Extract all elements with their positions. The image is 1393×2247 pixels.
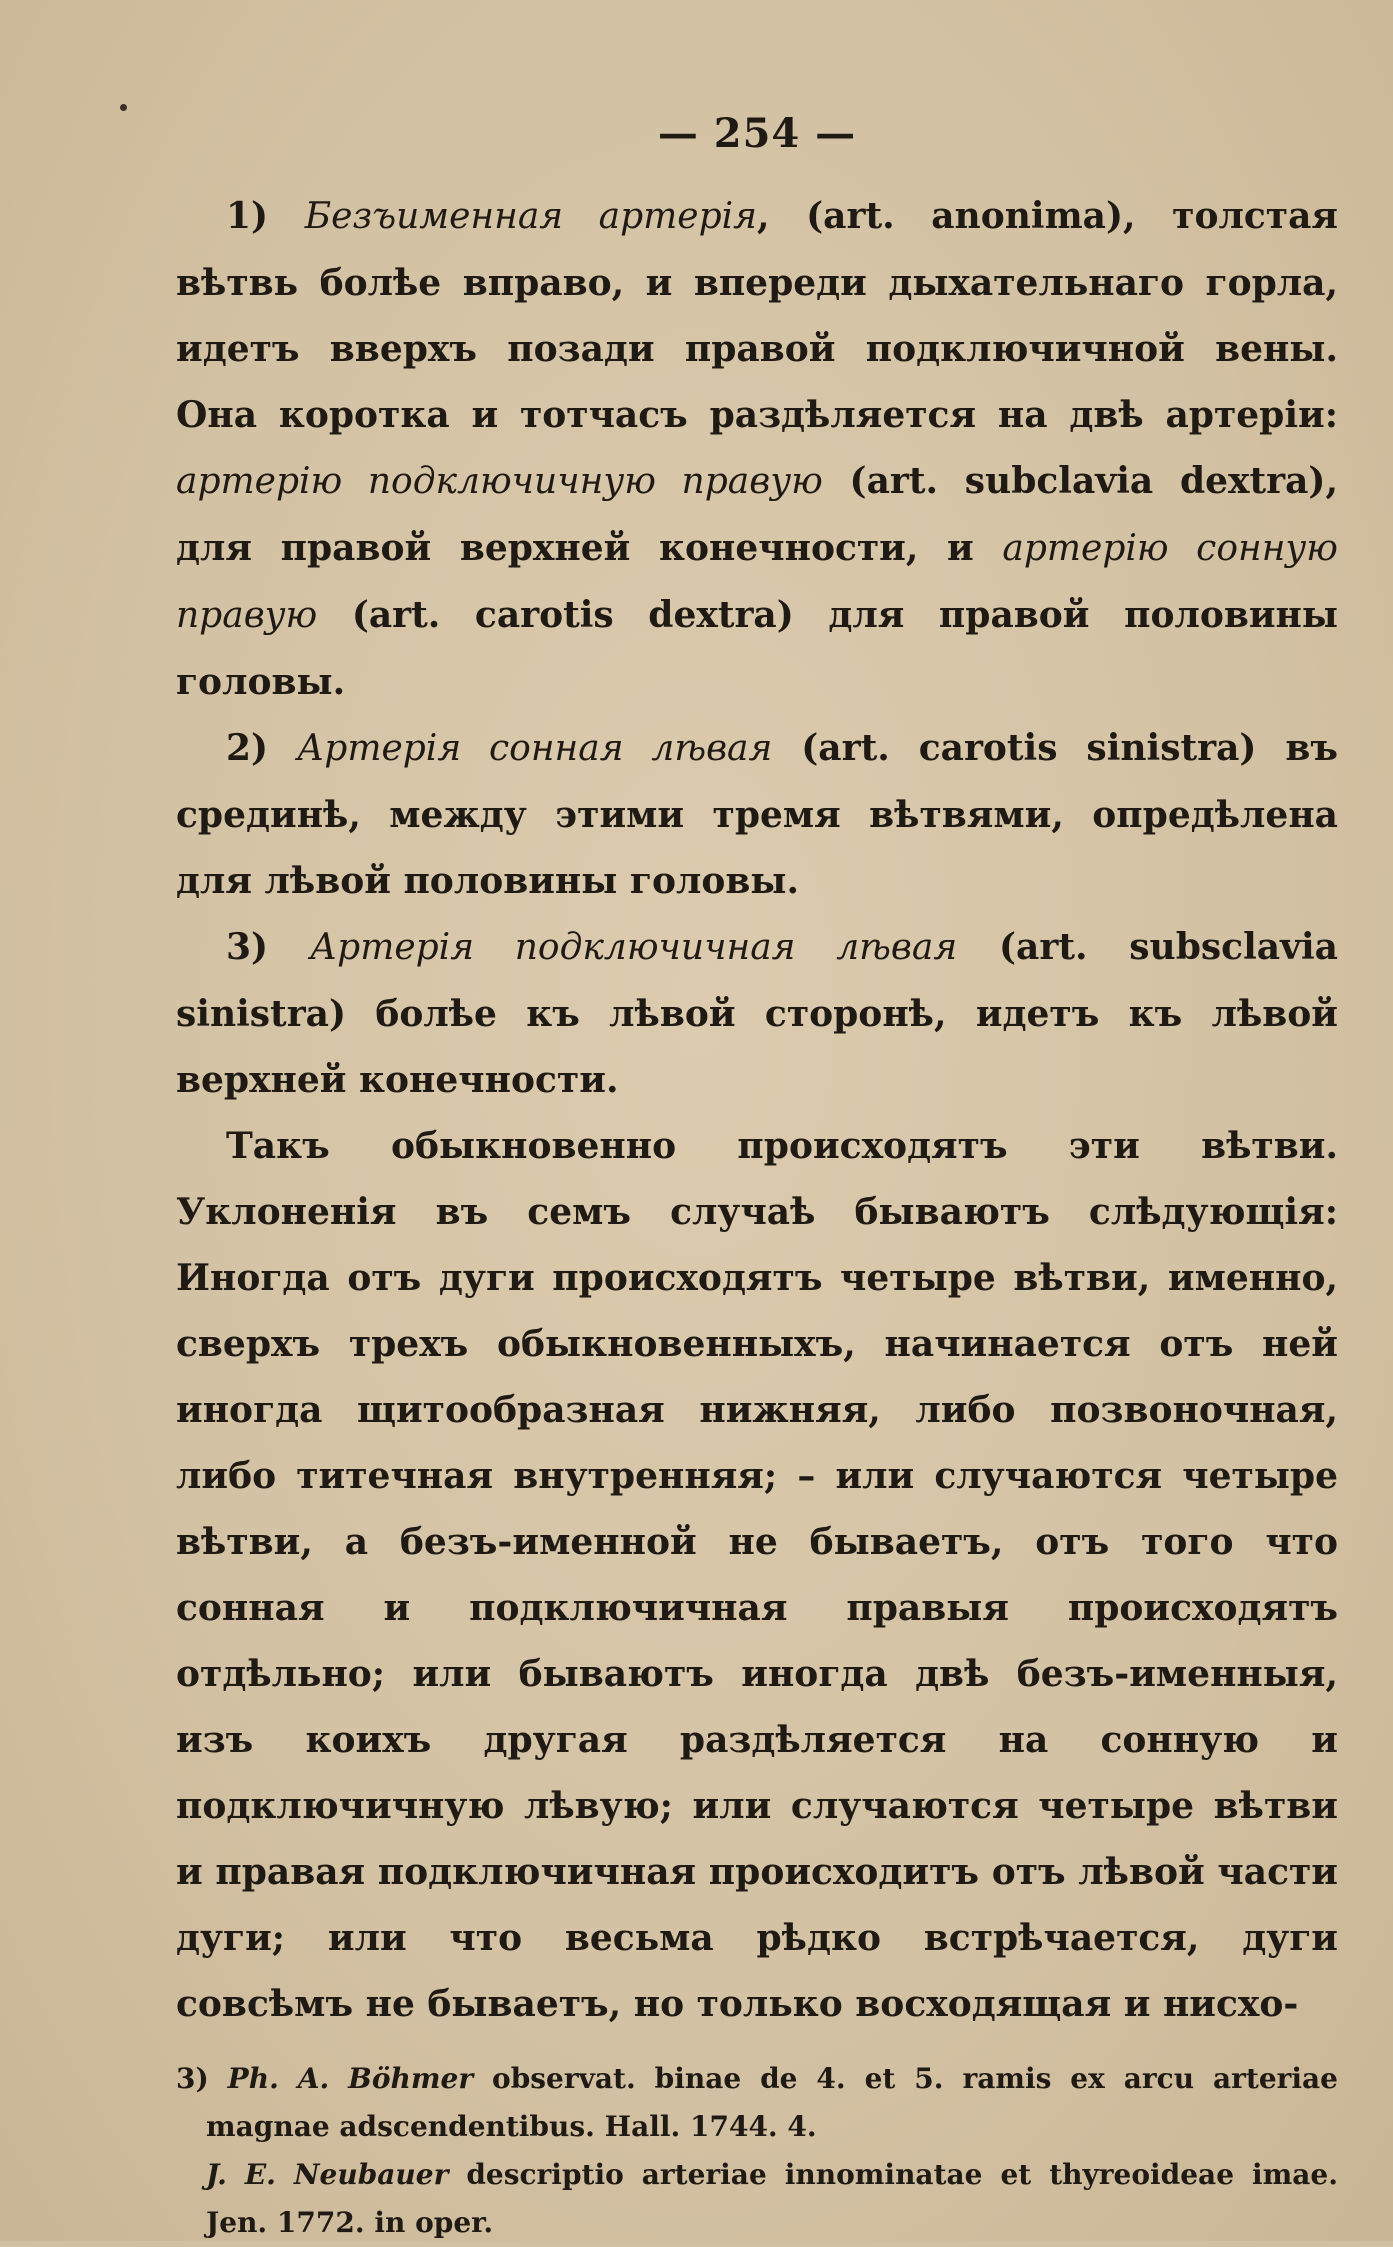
- text-column: [176, 100, 1338, 2247]
- text-run: , (art. anonima), толстая вѣтвь болѣе вправо, и впереди дыхательнаго горла, идетъ вверхъ позади правой подключичной вены. Она коротка и тотчасъ раздѣляется на двѣ артеріи:: [176, 195, 1338, 436]
- text-run: 3): [226, 926, 310, 968]
- text-run: observat. binae de 4. et 5. ramis ex arcu arteriae magnae adscendentibus. Hall. 1744. 4.: [206, 2062, 1338, 2143]
- text-run: descriptio arteriae innominatae et thyreoideae imae. Jen. 1772. in oper.: [206, 2158, 1338, 2239]
- text-run: 2): [226, 727, 298, 769]
- text-run: (art. subsclavia sinistra) болѣе къ лѣвой сторонѣ, идетъ къ лѣвой верхней конечности.: [176, 926, 1339, 1101]
- text-run: (art. subclavia dextra), для правой верхней конечности, и: [176, 460, 1338, 569]
- page-number: — 254 —: [657, 110, 857, 157]
- italic-text: артерію подключичную правую: [176, 461, 823, 502]
- paragraph-4: [176, 1113, 1338, 2037]
- italic-text: Артерія сонная лѣвая: [297, 728, 773, 769]
- text-run: (art. carotis dextra) для правой половины головы.: [176, 594, 1338, 703]
- paragraph-2: [176, 715, 1338, 914]
- footnote-1: [176, 2055, 1338, 2151]
- text-run: (art. carotis sinistra) въ срединѣ, между этими тремя вѣтвями, опредѣлена для лѣвой половины головы.: [176, 727, 1338, 902]
- italic-text: Ph. A. Böhmer: [227, 2062, 474, 2095]
- text-run: Такъ обыкновенно происходятъ эти вѣтви. Уклоненія въ семъ случаѣ бываютъ слѣдующія: Иногда отъ дуги происходятъ четыре вѣтви, именно, сверхъ трехъ обыкновенныхъ, начинается отъ ней иногда щитообразная нижняя, либо позвоночная, либо титечная внутренняя; – или случаются четыре вѣтви, а безъ-именной не бываетъ, отъ того что сонная и подключичная правыя происходятъ отдѣльно; или бываютъ иногда двѣ безъ-именныя, изъ коихъ другая раздѣляется на сонную и подключичную лѣвую; или случаются четыре вѣтви и правая подключичная происходитъ отъ лѣвой части дуги; или что весьма рѣдко встрѣчается, дуги совсѣмъ не бываетъ, но только восходящая и нисхо-: [176, 1125, 1338, 2025]
- italic-text: Безъименная артерія: [304, 196, 757, 237]
- text-run: 1): [226, 195, 305, 237]
- italic-text: Артерія подключичная лѣвая: [309, 927, 958, 968]
- footnotes: [176, 2055, 1338, 2247]
- footnote-2: [176, 2151, 1338, 2247]
- text-run: 3): [176, 2062, 228, 2095]
- ink-speck: [120, 104, 127, 111]
- paragraph-3: [176, 914, 1338, 1113]
- italic-text: J. E. Neubauer: [206, 2158, 449, 2191]
- italic-text: артерію сонную правую: [176, 528, 1338, 636]
- paragraph-1: [176, 183, 1338, 715]
